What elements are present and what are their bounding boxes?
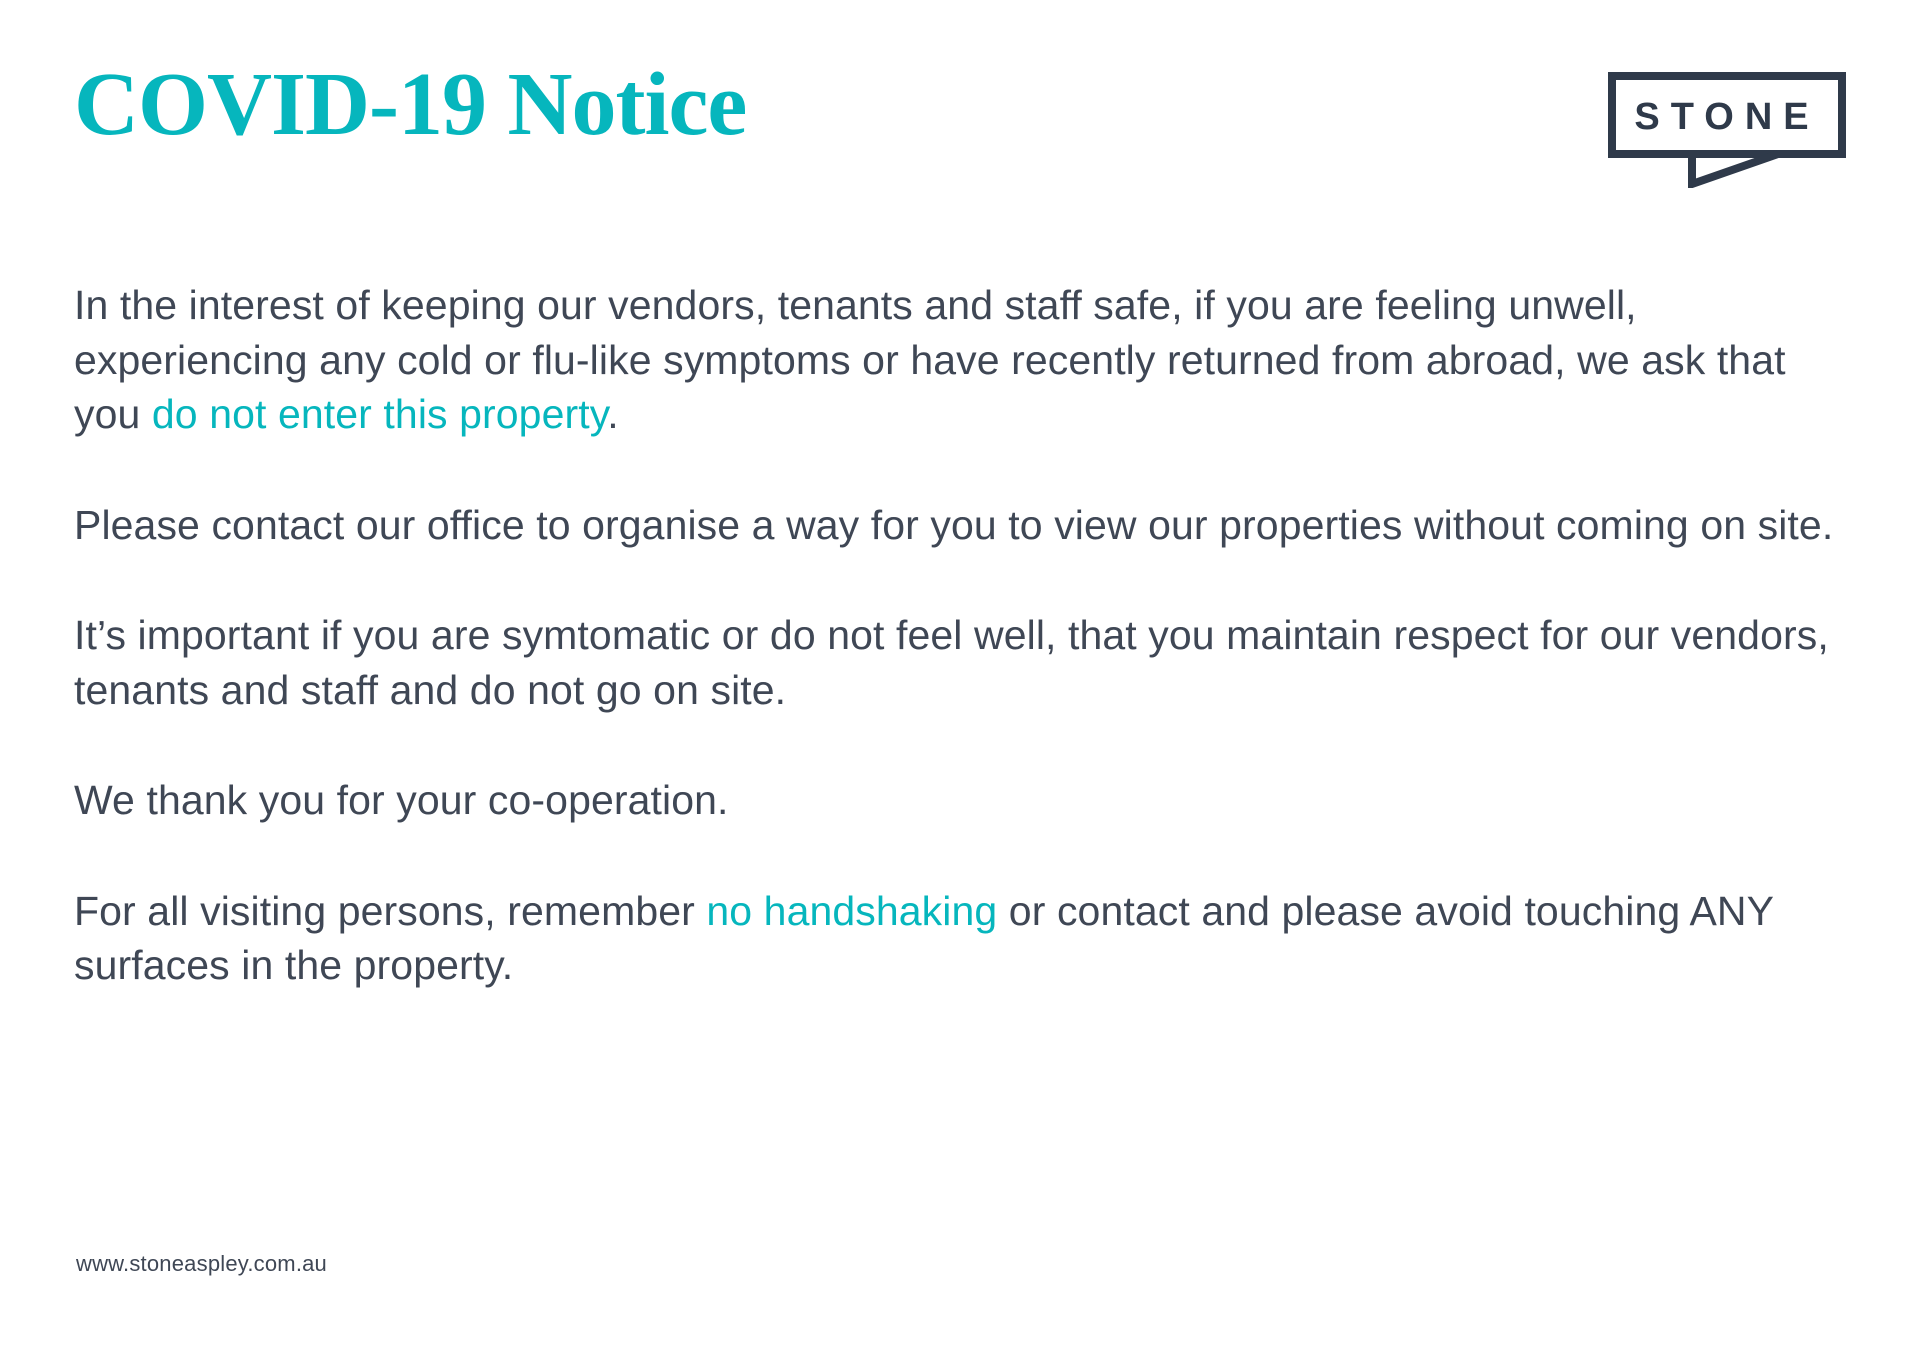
website-url[interactable]: www.stoneaspley.com.au [76, 1251, 327, 1276]
paragraph-1-segment-1: In the interest of keeping our vendors, tenants and staff safe, if you are feeling unwell, experiencing any cold or flu-like symptoms or have recently returned from abroad, we ask that you [74, 282, 1786, 438]
document-header [74, 55, 1846, 178]
paragraph-5-segment-3: or contact and please avoid touching ANY surfaces in the property. [74, 887, 1774, 989]
paragraph-5-segment-1: For all visiting persons, remember [74, 887, 707, 934]
notice-body [74, 278, 1854, 993]
paragraph-1-segment-3: . [607, 391, 619, 438]
paragraph-2 [74, 498, 1854, 553]
paragraph-5 [74, 884, 1854, 993]
paragraph-2-segment-1: Please contact our office to organise a way for you to view our properties without coming on site. [74, 501, 1834, 548]
stone-logo [1608, 72, 1846, 188]
paragraph-5-accent-phrase: no handshaking [706, 887, 998, 934]
stone-logo-text: STONE [1634, 96, 1820, 138]
paragraph-3-segment-1: It’s important if you are symtomatic or do not feel well, that you maintain respect for our vendors, tenants and staff and do not go on site. [74, 612, 1829, 713]
paragraph-1 [74, 278, 1854, 442]
paragraph-3 [74, 608, 1854, 717]
paragraph-4 [74, 773, 1854, 828]
paragraph-1-accent-phrase: do not enter this property [151, 391, 608, 438]
paragraph-4-segment-1: We thank you for your co-operation. [74, 777, 729, 824]
page-title: COVID-19 Notice [74, 55, 747, 154]
